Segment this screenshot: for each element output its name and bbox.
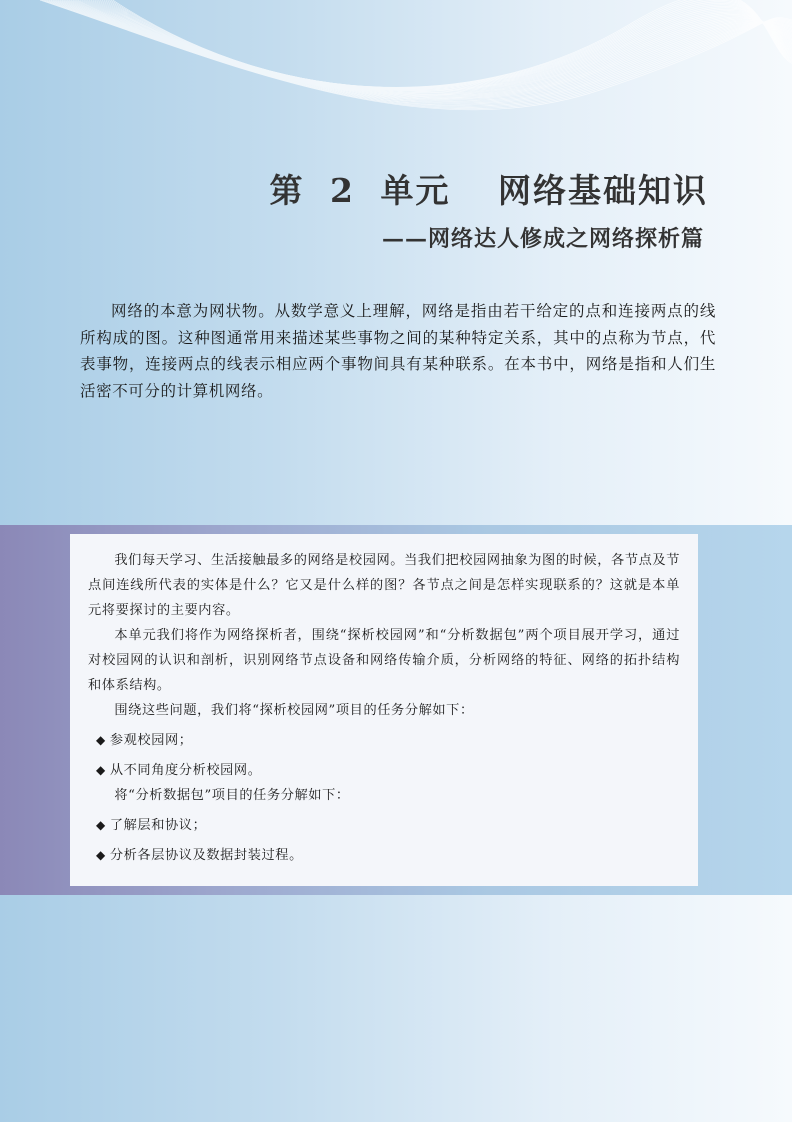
wave-line: [97, 0, 792, 89]
overview-box: [70, 534, 698, 886]
unit-subtitle: ——网络达人修成之网络探析篇: [381, 226, 704, 252]
task-label: 参观校园网；: [109, 733, 193, 748]
wave-line: [106, 0, 792, 88]
wave-line: [99, 0, 792, 89]
wave-line: [60, 0, 792, 100]
wave-line: [110, 0, 792, 88]
overview-paragraph-1: 我们每天学习、生活接触最多的网络是校园网。当我们把校园网抽象为图的时候，各节点及节点间连线所代表的实体是什么？它又是什么样的图？各节点之间是怎样实现联系的？这就是本单元将要探讨的主要内容。: [88, 553, 680, 618]
wave-line: [102, 0, 792, 88]
task-label: 分析各层协议及数据封装过程。: [109, 848, 303, 863]
task-label: 从不同角度分析校园网。: [109, 763, 262, 778]
task-list-item: [88, 813, 680, 838]
wave-line: [58, 0, 792, 101]
unit-topic: 网络基础知识: [498, 171, 708, 210]
unit-label: 单元: [380, 171, 451, 210]
decorative-wave-lines: [0, 0, 792, 140]
wave-line: [93, 0, 792, 90]
task-list-item: [88, 728, 680, 753]
task-list-item: [88, 758, 680, 783]
unit-number: 2: [330, 171, 355, 210]
wave-line: [104, 0, 792, 88]
overview-paragraph-2: 本单元我们将作为网络探析者，围绕“探析校园网”和“分析数据包”两个项目展开学习，通过对校园网的认识和剖析，识别网络节点设备和网络传输介质，分析网络的特征、网络的拓扑结构和体系结构。: [88, 628, 680, 693]
diamond-bullet-icon: ◆: [96, 818, 106, 832]
wave-line: [108, 0, 792, 88]
wave-line: [113, 0, 792, 87]
diamond-bullet-icon: ◆: [96, 763, 106, 777]
unit-title-prefix: 第: [269, 171, 305, 210]
wave-line: [95, 0, 792, 89]
unit-title: [270, 165, 708, 212]
task-list-item: [88, 843, 680, 868]
task-label: 了解层和协议；: [109, 818, 207, 833]
diamond-bullet-icon: ◆: [96, 848, 106, 862]
diamond-bullet-icon: ◆: [96, 733, 106, 747]
overview-paragraph-3: 围绕这些问题，我们将“探析校园网”项目的任务分解如下：: [114, 703, 474, 718]
wave-line: [69, 0, 792, 97]
intro-paragraph: 网络的本意为网状物。从数学意义上理解，网络是指由若干给定的点和连接两点的线所构成的图。这种图通常用来描述某些事物之间的某种特定关系，其中的点称为节点，代表事物，连接两点的线表示相应两个事物间具有某种联系。在本书中，网络是指和人们生活密不可分的计算机网络。: [80, 302, 716, 400]
overview-paragraph-4: 将“分析数据包”项目的任务分解如下：: [114, 788, 350, 803]
